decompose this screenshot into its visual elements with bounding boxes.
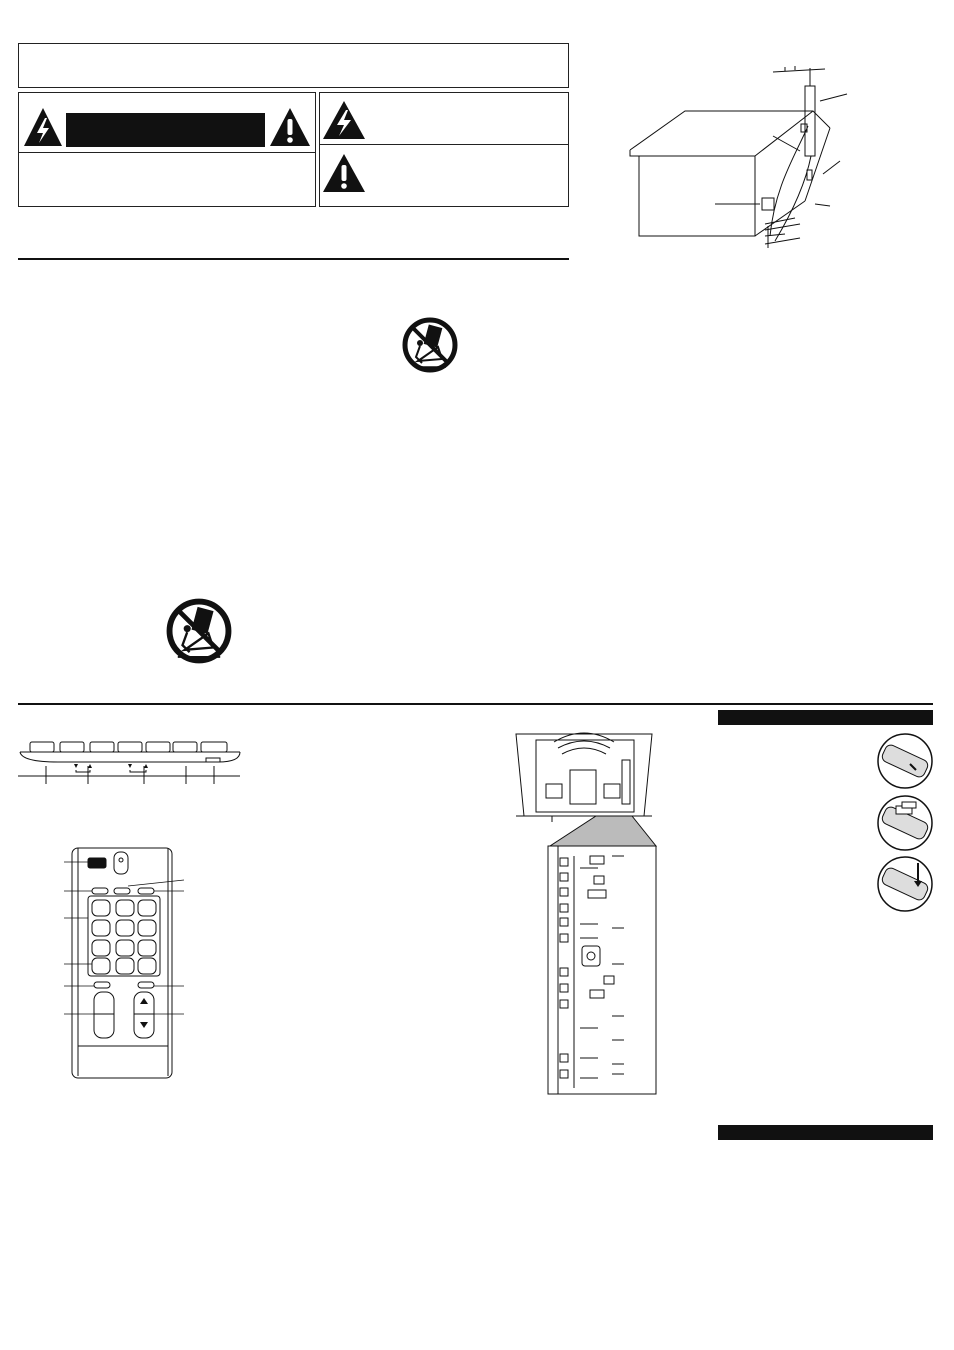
exclamation-warning-icon xyxy=(268,106,312,148)
tip-over-cart-icon xyxy=(402,317,458,373)
battery-install-step-icon xyxy=(876,732,934,790)
battery-install-step-icon xyxy=(876,855,934,913)
symbol-divider xyxy=(320,144,568,145)
warning-title-box xyxy=(18,43,569,88)
tv-rear-panel-drawing xyxy=(512,728,658,1096)
tv-top-panel-drawing xyxy=(18,738,240,790)
exclamation-warning-icon xyxy=(321,152,367,194)
lightning-warning-icon xyxy=(321,99,367,141)
lightning-warning-icon xyxy=(22,106,64,148)
tip-over-cart-icon xyxy=(166,598,232,664)
battery-install-step-icon xyxy=(876,794,934,852)
section-rule xyxy=(18,258,569,260)
section-header-bar xyxy=(718,1125,933,1140)
caution-banner xyxy=(66,113,265,147)
section-rule-wide xyxy=(18,703,933,705)
antenna-grounding-diagram xyxy=(625,66,855,256)
remote-control-drawing xyxy=(64,846,184,1078)
section-header-bar xyxy=(718,710,933,725)
caution-divider xyxy=(19,152,315,153)
